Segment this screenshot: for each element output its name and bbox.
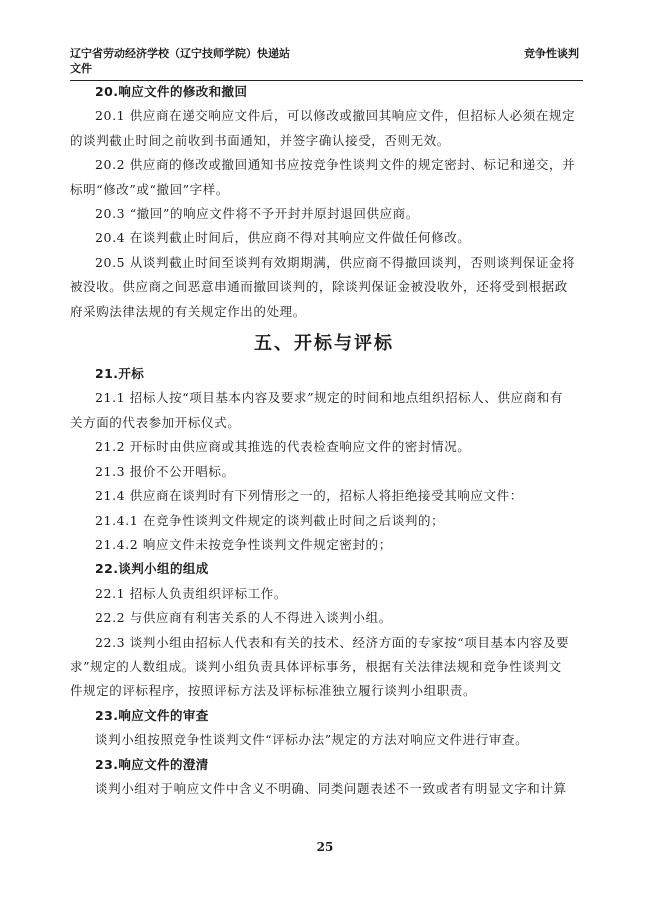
paragraph-21-1-line1: 21.1 招标人按“项目基本内容及要求”规定的时间和地点组织招标人、供应商和有: [95, 390, 563, 406]
paragraph-22-1: 22.1 招标人负责组织评标工作。: [95, 585, 288, 601]
paragraph-21-3: 21.3 报价不公开唱标。: [95, 463, 235, 479]
paragraph-20-5-line3: 府采购法律法规的有关规定作出的处理。: [70, 303, 306, 319]
section-heading-23-clarify: 23.响应文件的澄清: [95, 756, 209, 772]
paragraph-20-2-line2: 标明“修改”或“撤回”字样。: [70, 181, 229, 197]
paragraph-20-1-line2: 的谈判截止时间之前收到书面通知，并签字确认接受，否则无效。: [70, 132, 450, 148]
paragraph-23-clarify: 谈判小组对于响应文件中含义不明确、同类问题表述不一致或者有明显文字和计算: [95, 780, 567, 796]
paragraph-21-2: 21.2 开标时由供应商或其推选的代表检查响应文件的密封情况。: [95, 439, 471, 455]
section-heading-20: 20.响应文件的修改和撤回: [95, 84, 248, 99]
paragraph-21-1-line2: 关方面的代表参加开标仪式。: [70, 414, 241, 430]
header-org-line1: 辽宁省劳动经济学校（辽宁技师学院）快递站: [70, 47, 290, 60]
paragraph-20-3: 20.3 “撤回”的响应文件将不予开封并原封退回供应商。: [95, 206, 419, 222]
paragraph-20-5-line2: 被没收。供应商之间恶意串通而撤回谈判的，除谈判保证金被没收外，还将受到根据政: [70, 279, 568, 295]
paragraph-21-4: 21.4 供应商在谈判时有下列情形之一的，招标人将拒绝接受其响应文件：: [95, 488, 523, 504]
chapter-heading: 五、开标与评标: [254, 333, 394, 355]
paragraph-21-4-2: 21.4.2 响应文件未按竞争性谈判文件规定密封的；: [95, 536, 392, 552]
header-org: [70, 46, 290, 76]
paragraph-21-4-1: 21.4.1 在竞争性谈判文件规定的谈判截止时间之后谈判的；: [95, 512, 445, 528]
paragraph-22-3-line3: 件规定的评标程序，按照评标方法及评标标准独立履行谈判小组职责。: [70, 683, 477, 699]
header-org-line2: 文件: [70, 62, 92, 75]
header-doc-type: 竞争性谈判: [524, 47, 579, 60]
section-heading-23-review: 23.响应文件的审查: [95, 707, 209, 723]
paragraph-20-5-line1: 20.5 从谈判截止时间至谈判有效期期满，供应商不得撤回谈判，否则谈判保证金将: [95, 254, 576, 270]
paragraph-20-2-line1: 20.2 供应商的修改或撤回通知书应按竞争性谈判文件的规定密封、标记和递交，并: [95, 157, 576, 173]
section-heading-22: 22.谈判小组的组成: [95, 561, 209, 577]
paragraph-23-review: 谈判小组按照竞争性谈判文件“评标办法”规定的方法对响应文件进行审查。: [95, 732, 529, 748]
paragraph-22-2: 22.2 与供应商有利害关系的人不得进入谈判小组。: [95, 610, 392, 626]
page-header: [70, 44, 583, 81]
paragraph-22-3-line1: 22.3 谈判小组由招标人代表和有关的技术、经济方面的专家按“项目基本内容及要: [95, 634, 570, 650]
page-body: [70, 80, 578, 801]
section-heading-21: 21.开标: [95, 366, 145, 382]
paragraph-22-3-line2: 求”规定的人数组成。谈判小组负责具体评标事务，根据有关法律法规和竞争性谈判文: [70, 658, 562, 674]
paragraph-20-1-line1: 20.1 供应商在递交响应文件后，可以修改或撤回其响应文件，但招标人必须在规定: [95, 108, 576, 124]
paragraph-20-4: 20.4 在谈判截止时间后，供应商不得对其响应文件做任何修改。: [95, 230, 471, 246]
page-number: 25: [316, 840, 334, 854]
